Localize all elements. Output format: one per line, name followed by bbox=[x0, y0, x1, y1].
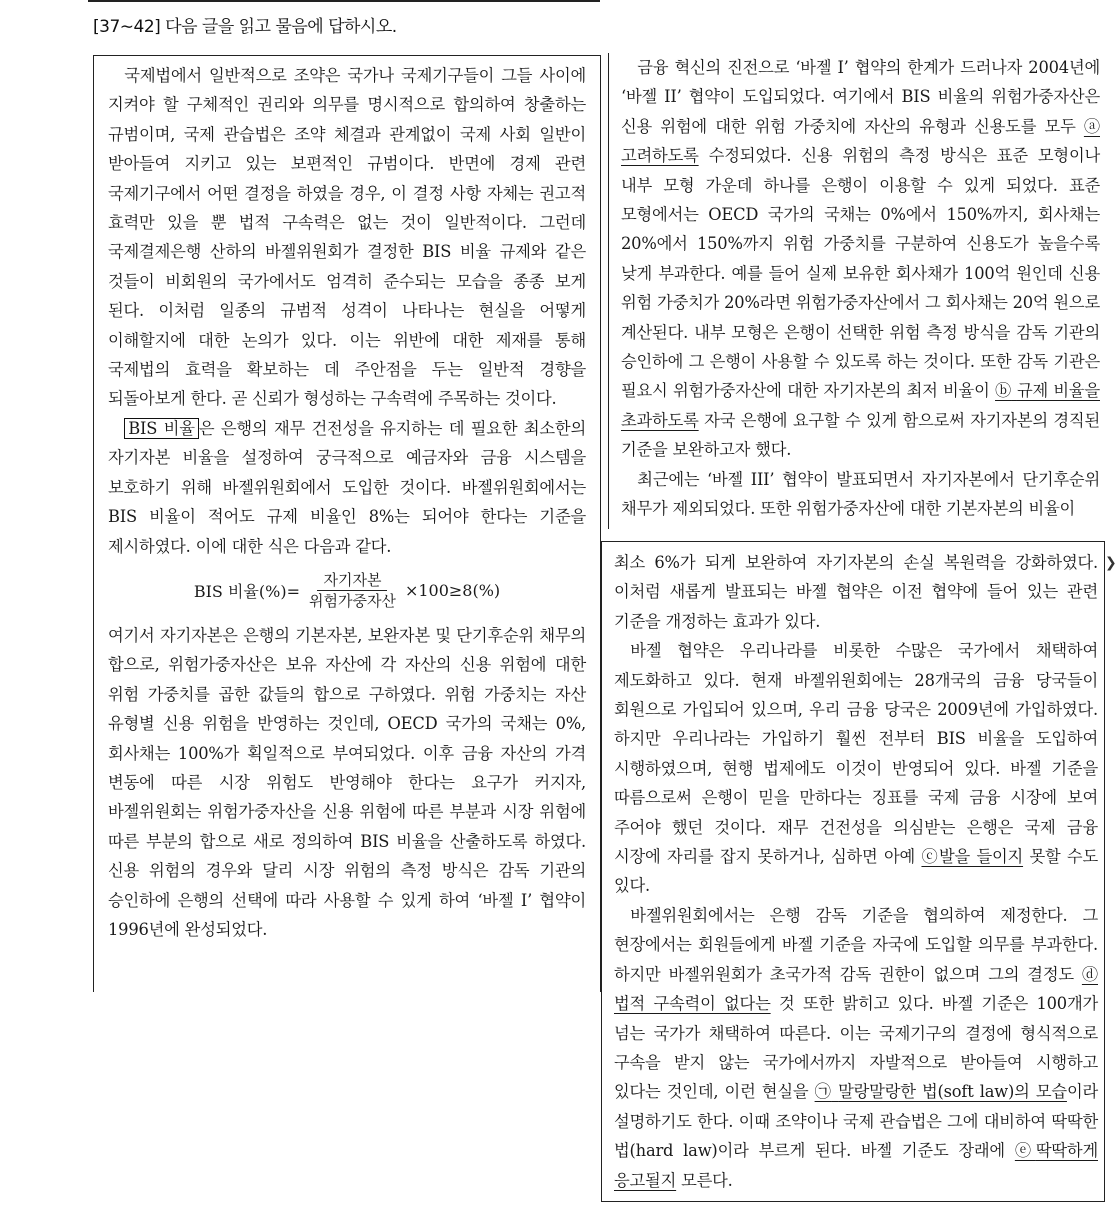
passage-right-top bbox=[608, 53, 1106, 529]
passage-right-bottom bbox=[601, 541, 1105, 1202]
paragraph-7-text-a: 바젤위원회에서는 은행 감독 기준을 협의하여 제정한다. 그 현장에서는 회원들에게 바젤 기준을 자국에 도입할 의무를 부과한다. 하지만 바젤위원회가 초국가적 감독 권한이 없으며 그의 결정도 bbox=[614, 905, 1098, 984]
paragraph-7-text-d: 모른다. bbox=[676, 1170, 733, 1190]
formula-lhs: BIS 비율(%)= bbox=[193, 582, 300, 602]
underline-giyeok-text: 말랑말랑한 법(soft law)의 모습 bbox=[838, 1082, 1067, 1102]
paragraph-4-text-a: 금융 혁신의 진전으로 ‘바젤 I’ 협약의 한계가 드러나자 2004년에 ‘바젤 II’ 협약이 도입되었다. 여기에서 BIS 비율의 위험가중자산은 신용 위험에 대한 위험 가중치에 자산의 유형과 신용도를 모두 bbox=[621, 58, 1100, 136]
paragraph-6-text-b: 못할 수도 있다. bbox=[614, 847, 1098, 896]
bis-ratio-keyword: BIS 비율 bbox=[124, 418, 199, 439]
paragraph-2 bbox=[108, 414, 586, 561]
paragraph-7 bbox=[614, 901, 1098, 1195]
bis-formula bbox=[108, 561, 586, 621]
paragraph-1: 국제법에서 일반적으로 조약은 국가나 국제기구들이 그들 사이에 지켜야 할 구체적인 권리와 의무를 명시적으로 합의하여 창출하는 규범이며, 국제 관습법은 조약 체결과 관계없이 국제 사회 일반이 받아들여 지키고 있는 보편적인 규범이다. 반면에 경제 관련 국제기구에서 어떤 결정을 하였을 경우, 이 결정 사항 자체는 권고적 효력만 있을 뿐 법적 구속력은 없는 것이 일반적이다. 그런데 국제결제은행 산하의 바젤위원회가 결정한 BIS 비율 규제와 같은 것들이 비회원의 국가에서도 엄격히 준수되는 모습을 종종 보게 된다. 이처럼 일종의 규범적 성격이 나타나는 현실을 어떻게 이해할지에 대한 논의가 있다. 이는 위반에 대한 제재를 통해 국제법의 효력을 확보하는 데 주안점을 두는 일반적 경향을 되돌아보게 한다. 곧 신뢰가 형성하는 구속력에 주목하는 것이다. bbox=[108, 66, 586, 409]
paragraph-2-text: 은 은행의 재무 건전성을 유지하는 데 필요한 최소한의 자기자본 비율을 설정하여 궁극적으로 예금자와 금융 시스템을 보호하기 위해 바젤위원회에서 도입한 것이다. 바젤위원회에서는 BIS 비율이 적어도 규제 비율인 8%는 되어야 한다는 기준을 제시하였다. 이에 대한 식은 다음과 같다. bbox=[108, 418, 586, 556]
right-top-content bbox=[621, 53, 1100, 529]
paragraph-6 bbox=[614, 636, 1098, 901]
mark-b: ⓑ bbox=[995, 381, 1012, 401]
underline-a-text: 고려하도록 bbox=[621, 146, 699, 166]
formula-rhs: ×100≥8(%) bbox=[404, 581, 501, 601]
mark-d: ⓓ bbox=[1081, 964, 1098, 984]
mark-a: ⓐ bbox=[1083, 116, 1100, 136]
underline-d-text: 법적 구속력이 없다는 bbox=[614, 994, 771, 1014]
right-bottom-content bbox=[614, 548, 1098, 1201]
paragraph-6-text-a: 바젤 협약은 우리나라를 비롯한 수많은 국가에서 채택하여 제도화하고 있다. 현재 바젤위원회에는 28개국의 금융 당국들이 회원으로 가입되어 있으며, 우리 금융 당국은 2009년에 가입하였다. 하지만 우리나라는 가입하기 훨씬 전부터 BIS 비율을 도입하여 시행하였으며, 현행 법제에도 이것이 반영되어 있다. 바젤 기준을 따름으로써 은행이 믿을 만하다는 징표를 국제 금융 시장에 보여 주어야 했던 것이다. 재무 건전성을 의심받는 은행은 국제 금융 시장에 자리를 잡지 못하거나, 심하면 아예 bbox=[614, 641, 1098, 867]
paragraph-7-text-c: 이라 설명하기도 한다. 이때 조약이나 국제 관습법은 그에 대비하여 딱딱한 법(hard law)이라 부르게 된다. 바젤 기준도 장래에 bbox=[614, 1082, 1098, 1161]
underline-c bbox=[921, 847, 1023, 866]
paragraph-7-text-b: 것 또한 밝히고 있다. 바젤 기준은 100개가 넘는 국가가 채택하여 따른다. 이는 국제기구의 결정에 형식적으로 구속을 받지 않는 국가에서까지 자발적으로 받아들여 시행하고 있다는 것인데, 이런 현실을 bbox=[614, 994, 1099, 1102]
mark-giyeok: ㉠ bbox=[814, 1082, 832, 1102]
paragraph-4 bbox=[621, 53, 1100, 465]
top-rule bbox=[88, 0, 600, 2]
paragraph-3: 여기서 자기자본은 은행의 기본자본, 보완자본 및 단기후순위 채무의 합으로, 위험가중자산은 보유 자산에 각 자산의 신용 위험에 대한 위험 가중치를 곱한 값들의 합으로 구하였다. 위험 가중치는 자산 유형별 신용 위험을 반영하는 것인데, OECD 국가의 국채는 0%, 회사채는 100%가 획일적으로 부여되었다. 이후 금융 자산의 가격 변동에 따른 시장 위험도 반영해야 한다는 요구가 커지자, 바젤위원회는 위험가중자산을 신용 위험에 따른 부분과 시장 위험에 따른 부분의 합으로 새로 정의하여 BIS 비율을 산출하도록 하였다. 신용 위험의 경우와 달리 시장 위험의 측정 방식은 감독 기관의 승인하에 은행의 선택에 따라 사용할 수 있게 하여 ‘바젤 I’ 협약이 1996년에 완성되었다. bbox=[108, 625, 586, 939]
passage-left-column bbox=[93, 55, 601, 992]
paragraph-4-text-b: 수정되었다. 신용 위험의 측정 방식은 표준 모형이나 내부 모형 가운데 하나를 은행이 이용할 수 있게 되었다. 표준 모형에서는 OECD 국가의 국채는 0%에서 150%까지, 회사채는 20%에서 150%까지 위험 가중치를 구분하여 신용도가 높을수록 낮게 부과한다. 예를 들어 실제 보유한 회사채가 100억 원인데 신용 위험 가중치가 20%라면 위험가중자산에서 그 회사채는 20억 원으로 계산된다. 내부 모형은 은행이 선택한 위험 측정 방식을 감독 기관의 승인하에 그 은행이 사용할 수 있도록 하는 것이다. 또한 감독 기관은 필요시 위험가중자산에 대한 자기자본의 최저 비율이 bbox=[621, 146, 1100, 401]
formula-numerator: 자기자본 bbox=[317, 570, 387, 591]
mark-e: ⓔ bbox=[1014, 1141, 1036, 1161]
formula-fraction bbox=[303, 570, 402, 611]
underline-giyeok bbox=[815, 1082, 1067, 1101]
underline-c-text: 발을 들이지 bbox=[938, 847, 1024, 867]
question-header: [37∼42] 다음 글을 읽고 물음에 답하시오. bbox=[93, 17, 397, 37]
edge-mark: ❯ bbox=[1105, 555, 1117, 571]
paragraph-4-text-c: 자국 은행에 요구할 수 있게 함으로써 자기자본의 경직된 기준을 보완하고자 했다. bbox=[621, 410, 1100, 460]
underline-b-text: 규제 비율을 초과하도록 bbox=[621, 381, 1100, 430]
mark-c: ⓒ bbox=[921, 847, 939, 867]
paragraph-5-cont: 최소 6%가 되게 보완하여 자기자본의 손실 복원력을 강화하였다. 이처럼 새롭게 발표되는 바젤 협약은 이전 협약에 들어 있는 관련 기준을 개정하는 효과가 있다. bbox=[614, 553, 1098, 631]
left-column-content bbox=[108, 61, 586, 992]
formula-denominator: 위험가중자산 bbox=[308, 592, 396, 611]
underline-e-text: 딱딱하게 응고될지 bbox=[614, 1141, 1098, 1190]
paragraph-5: 최근에는 ‘바젤 III’ 협약이 발표되면서 자기자본에서 단기후순위 채무가 제외되었다. 또한 위험가중자산에 대한 기본자본의 비율이 bbox=[621, 469, 1100, 519]
